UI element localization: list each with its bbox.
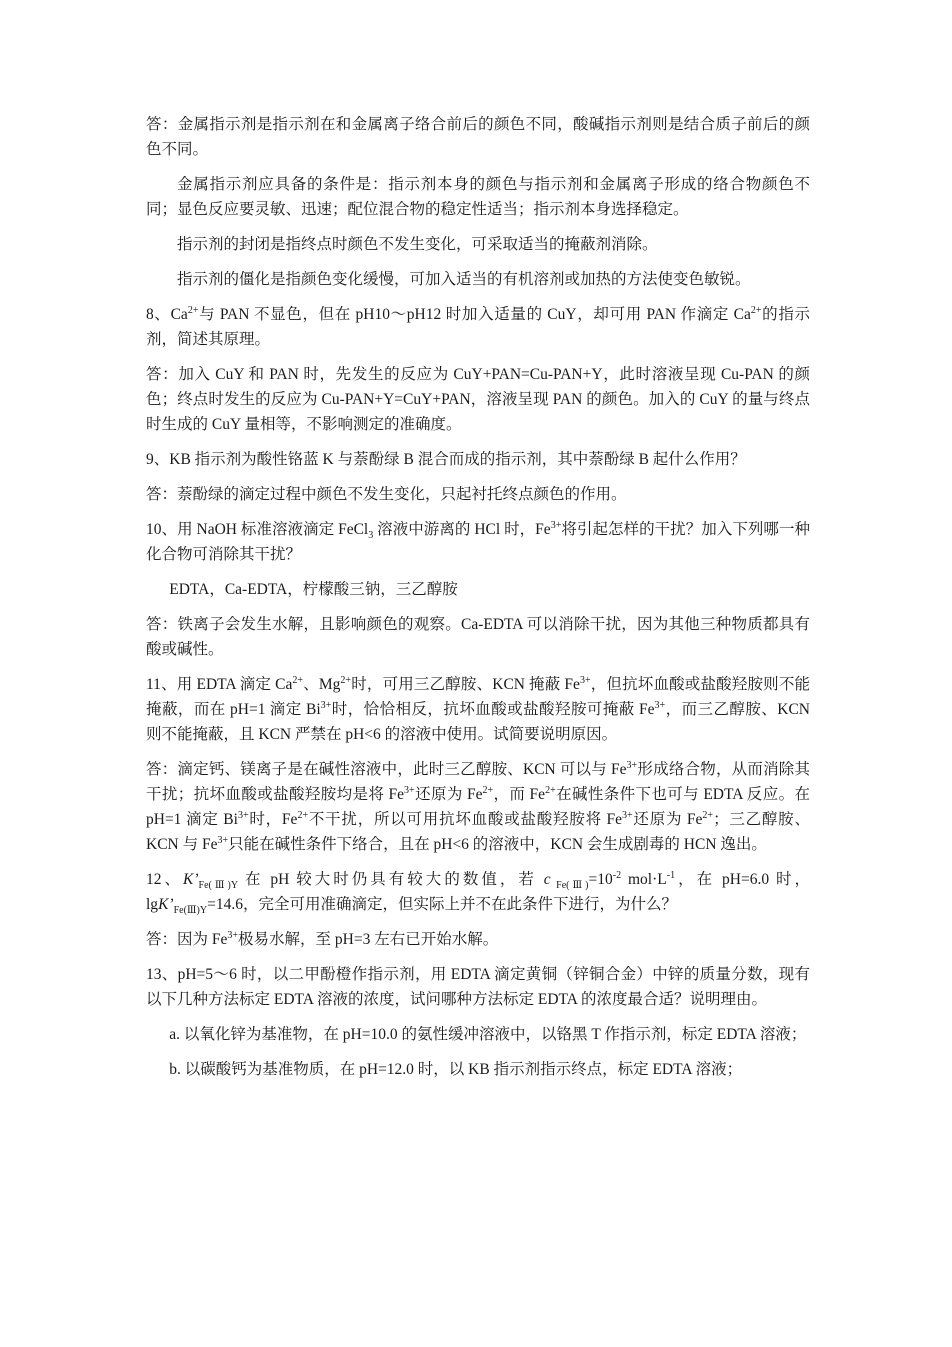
document-page	[146, 112, 810, 1092]
question-10-options: EDTA，Ca-EDTA，柠檬酸三钠，三乙醇胺	[169, 581, 458, 598]
question-12: 12、$K’_{Fe(Ⅲ)Y}$ 在 pH 较大时仍具有较大的数值，若 c $_{Fe(Ⅲ)}=10^{-2}$ $mol\cdot L^{-1}$，在 pH=6.0 时，$\lg K’_{Fe(Ⅲ)Y}=14.6$，完全可用准确滴定，但实际上并不在此条件下进行，为什么？	[146, 869, 810, 917]
answer-8: 答：加入 CuY 和 PAN 时，先发生的反应为 CuY+PAN=Cu-PAN+Y，此时溶液呈现 Cu-PAN 的颜色；终点时发生的反应为 Cu-PAN+Y=CuY+PAN，溶液呈现 PAN 的颜色。加入的 CuY 的量与终点时生成的 CuY 量相等，不影响测定的准确度。	[146, 366, 810, 433]
answer-11: 答：滴定钙、镁离子是在碱性溶液中，此时三乙醇胺、KCN 可以与 $Fe^{3+}$形成络合物，从而消除其干扰；抗坏血酸或盐酸羟胺均是将 $Fe^{3+}$还原为 $Fe^{2+}$，而 $Fe^{2+}$在碱性条件下也可与 EDTA 反应。在 pH=1 滴定 $Bi^{3+}$时，$Fe^{2+}$不干扰，所以可用抗坏血酸或盐酸羟胺将 $Fe^{3+}$还原为 $Fe^{2+}$；三乙醇胺、KCN 与 $Fe^{3+}$只能在碱性条件下络合，且在 pH<6 的溶液中，KCN 会生成剧毒的 HCN 逸出。	[146, 759, 810, 853]
question-13-option-a: a. 以氧化锌为基准物，在 pH=10.0 的氨性缓冲溶液中，以铬黑 T 作指示剂，标定 EDTA 溶液；	[169, 1026, 807, 1043]
answer-9: 答：萘酚绿的滴定过程中颜色不发生变化，只起衬托终点颜色的作用。	[146, 486, 627, 503]
question-11: 11、用 EDTA 滴定 $Ca^{2+}$、$Mg^{2+}$时，可用三乙醇胺、KCN 掩蔽 $Fe^{3+}$，但抗坏血酸或盐酸羟胺则不能掩蔽，而在 pH=1 滴定 $Bi^{3+}$时，恰恰相反，抗坏血酸或盐酸羟胺可掩蔽 $Fe^{3+}$，而三乙醇胺、KCN 则不能掩蔽，且 KCN 严禁在 pH<6 的溶液中使用。试简要说明原因。	[146, 674, 810, 743]
question-13-option-b: b. 以碳酸钙为基准物质，在 pH=12.0 时，以 KB 指示剂指示终点，标定 EDTA 溶液；	[169, 1061, 743, 1078]
question-9: 9、KB 指示剂为酸性铬蓝 K 与萘酚绿 B 混合而成的指示剂，其中萘酚绿 B 起什么作用？	[146, 451, 746, 468]
question-8: 8、$Ca^{2+}$与 PAN 不显色，但在 pH10～pH12 时加入适量的 CuY，却可用 PAN 作滴定 $Ca^{2+}$的指示剂，简述其原理。	[146, 304, 811, 348]
question-13: 13、pH=5～6 时，以二甲酚橙作指示剂，用 EDTA 滴定黄铜（锌铜合金）中锌的质量分数，现有以下几种方法标定 EDTA 溶液的浓度，试问哪种方法标定 EDTA 的浓度最合适？说明理由。	[146, 966, 810, 1008]
answer-7-part3: 指示剂的封闭是指终点时颜色不发生变化，可采取适当的掩蔽剂消除。	[177, 236, 658, 253]
answer-7-part2: 金属指示剂应具备的条件是：指示剂本身的颜色与指示剂和金属离子形成的络合物颜色不同；显色反应要灵敏、迅速；配位混合物的稳定性适当；指示剂本身选择稳定。	[146, 176, 810, 218]
answer-7-part4: 指示剂的僵化是指颜色变化缓慢，可加入适当的有机溶剂或加热的方法使变色敏锐。	[177, 271, 751, 288]
answer-12: 答：因为 $Fe^{3+}$极易水解，至 pH=3 左右已开始水解。	[146, 929, 499, 948]
question-10: 10、用 NaOH 标准溶液滴定 FeCl$_3$ 溶液中游离的 HCl 时，$Fe^{3+}$将引起怎样的干扰？加入下列哪一种化合物可消除其干扰？	[146, 519, 811, 563]
answer-7-part1: 答：金属指示剂是指示剂在和金属离子络合前后的颜色不同，酸碱指示剂则是结合质子前后的颜色不同。	[146, 116, 810, 158]
answer-10: 答：铁离子会发生水解，且影响颜色的观察。Ca-EDTA 可以消除干扰，因为其他三种物质都具有酸或碱性。	[146, 616, 810, 658]
